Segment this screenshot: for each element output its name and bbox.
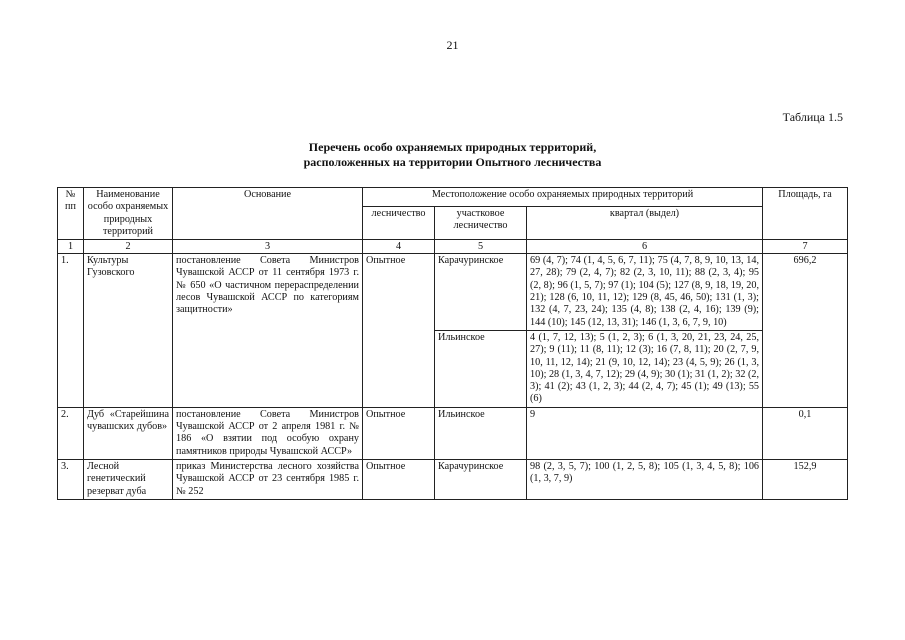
column-number: 7	[763, 240, 848, 254]
area-name: Культуры Гузовского	[84, 254, 173, 408]
basis-document: постановление Совета Министров Чувашской АССР от 2 апреля 1981 г. № 186 «О взятии под особую охрану памятников природы Чувашской АССР»	[173, 407, 363, 459]
quarter-list: 69 (4, 7); 74 (1, 4, 5, 6, 7, 11); 75 (4, 7, 8, 9, 10, 13, 14, 27, 28); 79 (2, 4, 7); 82 (2, 3, 10, 11); 88 (2, 3, 4); 95 (2, 8); 96 (1, 5, 7); 97 (1); 104 (5); 127 (8, 9, 18, 19, 20, 21); 128 (6, 10, 11, 12); 129 (8, 45, 46, 50); 131 (1, 3); 132 (4, 7, 23, 24); 135 (4, 8); 138 (2, 4, 16); 139 (9); 144 (10); 145 (12, 13, 31); 146 (1, 3, 6, 7, 9, 10)	[527, 254, 763, 331]
district: Ильинское	[435, 407, 527, 459]
column-number: 5	[435, 240, 527, 254]
district: Карачуринское	[435, 459, 527, 499]
header-district: участковое лесничество	[435, 206, 527, 240]
table-row	[58, 407, 848, 459]
page-number: 21	[446, 38, 459, 52]
row-number: 1.	[58, 254, 84, 408]
table-title	[0, 140, 905, 170]
column-numbers-row	[58, 240, 848, 254]
column-number: 6	[527, 240, 763, 254]
quarter-list: 4 (1, 7, 12, 13); 5 (1, 2, 3); 6 (1, 3, 20, 21, 23, 24, 25, 27); 9 (11); 11 (8, 11); 12 (3); 16 (7, 8, 11); 20 (2, 7, 9, 10, 11, 12, 14); 21 (9, 10, 12, 14); 23 (4, 5, 9); 26 (1, 3, 10); 28 (1, 3, 4, 7, 12); 29 (4, 9); 30 (1); 31 (1, 2); 32 (2, 3); 41 (2); 43 (1, 2, 3); 44 (2, 4, 7); 45 (1); 49 (13); 55 (6)	[527, 330, 763, 407]
title-line-2: расположенных на территории Опытного лесничества	[303, 155, 602, 169]
basis-document: приказ Министерства лесного хозяйства Чувашской АССР от 23 сентября 1985 г. № 252	[173, 459, 363, 499]
table-label: Таблица 1.5	[782, 110, 843, 124]
header-location: Местоположение особо охраняемых природных территорий	[363, 188, 763, 207]
basis-document: постановление Совета Министров Чувашской АССР от 11 сентября 1973 г. № 650 «О частичном перераспределении лесов Чувашской АССР по категориям защитности»	[173, 254, 363, 408]
quarter-list: 9	[527, 407, 763, 459]
forestry: Опытное	[363, 407, 435, 459]
header-forestry: лесничество	[363, 206, 435, 240]
area-name: Лесной генетический резерват дуба	[84, 459, 173, 499]
protected-areas-table	[57, 187, 848, 500]
area-value: 696,2	[763, 254, 848, 408]
area-name: Дуб «Старейшина чувашских дубов»	[84, 407, 173, 459]
header-row-1	[58, 188, 848, 207]
table-row	[58, 459, 848, 499]
header-name: Наименование особо охраняемых природных территорий	[84, 188, 173, 240]
row-number: 2.	[58, 407, 84, 459]
header-basis: Основание	[173, 188, 363, 240]
forestry: Опытное	[363, 254, 435, 408]
quarter-list: 98 (2, 3, 5, 7); 100 (1, 2, 5, 8); 105 (1, 3, 4, 5, 8); 106 (1, 3, 7, 9)	[527, 459, 763, 499]
row-number: 3.	[58, 459, 84, 499]
district: Ильинское	[435, 330, 527, 407]
column-number: 1	[58, 240, 84, 254]
area-value: 0,1	[763, 407, 848, 459]
forestry: Опытное	[363, 459, 435, 499]
header-quarter: квартал (выдел)	[527, 206, 763, 240]
column-number: 4	[363, 240, 435, 254]
area-value: 152,9	[763, 459, 848, 499]
table-row	[58, 254, 848, 331]
header-area: Площадь, га	[763, 188, 848, 240]
district: Карачуринское	[435, 254, 527, 331]
column-number: 3	[173, 240, 363, 254]
column-number: 2	[84, 240, 173, 254]
header-num: № пп	[58, 188, 84, 240]
title-line-1: Перечень особо охраняемых природных территорий,	[308, 140, 597, 154]
